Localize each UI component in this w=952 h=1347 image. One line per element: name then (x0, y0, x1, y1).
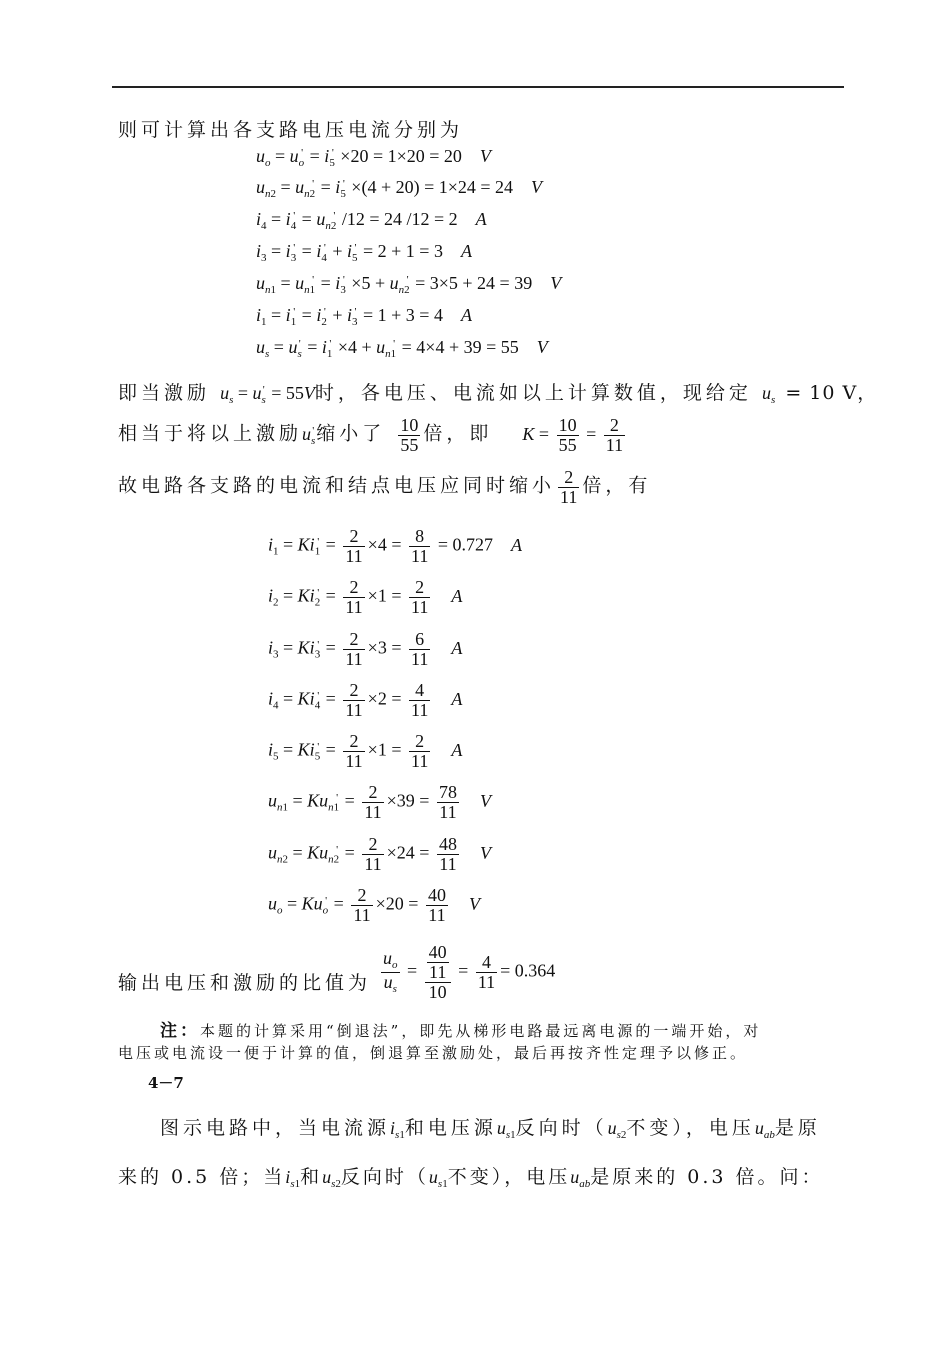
problem-id: 4－7 (148, 1074, 184, 1092)
ratio-label: 输出电压和激励的比值为 (118, 972, 372, 994)
scaled-i2: $i_2 = Ki_2'$ = $\frac{2}{11}$ ×1 = $\frac{2}{11}$ A (268, 577, 463, 617)
scaled-uo: $u_o = Ku_o'$ = $\frac{2}{11}$ ×20 = $\frac{40}{11}$ V (268, 885, 480, 925)
problem-line2: 来的 0.5 倍；当$i_{s1}$和$u_{s2}$反向时（$u_{s1}$不变），电压$u_{ab}$是原来的 0.3 倍。问： (118, 1166, 824, 1190)
scaled-un2: $u_{n2} = Ku_{n2}'$ = $\frac{2}{11}$ ×24 = $\frac{48}{11}$ V (268, 834, 491, 874)
scaled-i4: $i_4 = Ki_4'$ = $\frac{2}{11}$ ×2 = $\frac{4}{11}$ A (268, 680, 463, 720)
equation-uo: $u_o = u_o' = i_5' \times 20 = 1\times 20 = 20$ V (256, 146, 491, 169)
equation-un1: $u_{n1} = u_{n1}' = i_3' \times 5 + u_{n2}' = 3\times 5 + 24 = 39$ V (256, 273, 562, 296)
scaled-i5: $i_5 = Ki_5'$ = $\frac{2}{11}$ ×1 = $\frac{2}{11}$ A (268, 731, 463, 771)
equation-un2: $u_{n2} = u_{n2}' = i_5' \times(4 + 20) = 1\times 24 = 24$ V (256, 177, 543, 200)
equation-us: $u_s = u_s' = i_1' \times 4 + u_{n1}' = 4\times 4 + 39 = 55$ V (256, 337, 548, 360)
header-rule (112, 86, 844, 88)
ratio-equation: $\frac{u_o}{u_s}$ = $\frac{\frac{40}{11}}{10}$ = $\frac{4}{11}$ = 0.364 (383, 942, 556, 1002)
paragraph-excitation: 即当激励 $u_s = u_s' = 55V$时，各电压、电流如以上计算数值，现给定 $u_s = 10$ V， (118, 382, 878, 406)
equation-i3: $i_3 = i_3' = i_4' + i_5' = 2 + 1 = 3$ A (256, 241, 472, 264)
scaled-i3: $i_3 = Ki_3'$ = $\frac{2}{11}$ ×3 = $\frac{6}{11}$ A (268, 629, 463, 669)
equation-i4: $i_4 = i_4' = u_{n2}'$ /12 = 24 /12 = 2 A (256, 209, 487, 232)
scaled-i1: $i_1 = Ki_1'$ = $\frac{2}{11}$ ×4 = $\frac{8}{11}$ = 0.727 A (268, 526, 522, 566)
problem-line1: 图示电路中，当电流源$i_{s1}$和电压源$u_{s1}$反向时（$u_{s2}$不变），电压$u_{ab}$是原 (160, 1117, 821, 1141)
equation-i1: $i_1 = i_1' = i_2' + i_3' = 1 + 3 = 4$ A (256, 305, 472, 328)
paragraph-scale: 相当于将以上激励$u_s'$ 缩小了 $\frac{10}{55}$ 倍，即 K = $\frac{10}{55}$ = $\frac{2}{11}$ (118, 415, 624, 455)
note-line2: 电压或电流设一便于计算的值，倒退算至激励处，最后再按齐性定理予以修正。 (118, 1044, 749, 1062)
paragraph-shrink: 故电路各支路的电流和结点电压应同时缩小 $\frac{2}{11}$ 倍，有 (118, 467, 652, 507)
note-line1: 注：本题的计算采用“倒退法”，即先从梯形电路最远离电源的一端开始，对 (160, 1021, 762, 1041)
scaled-un1: $u_{n1} = Ku_{n1}'$ = $\frac{2}{11}$ ×39 = $\frac{78}{11}$ V (268, 782, 491, 822)
intro-text: 则可计算出各支路电压电流分别为 (118, 119, 464, 141)
